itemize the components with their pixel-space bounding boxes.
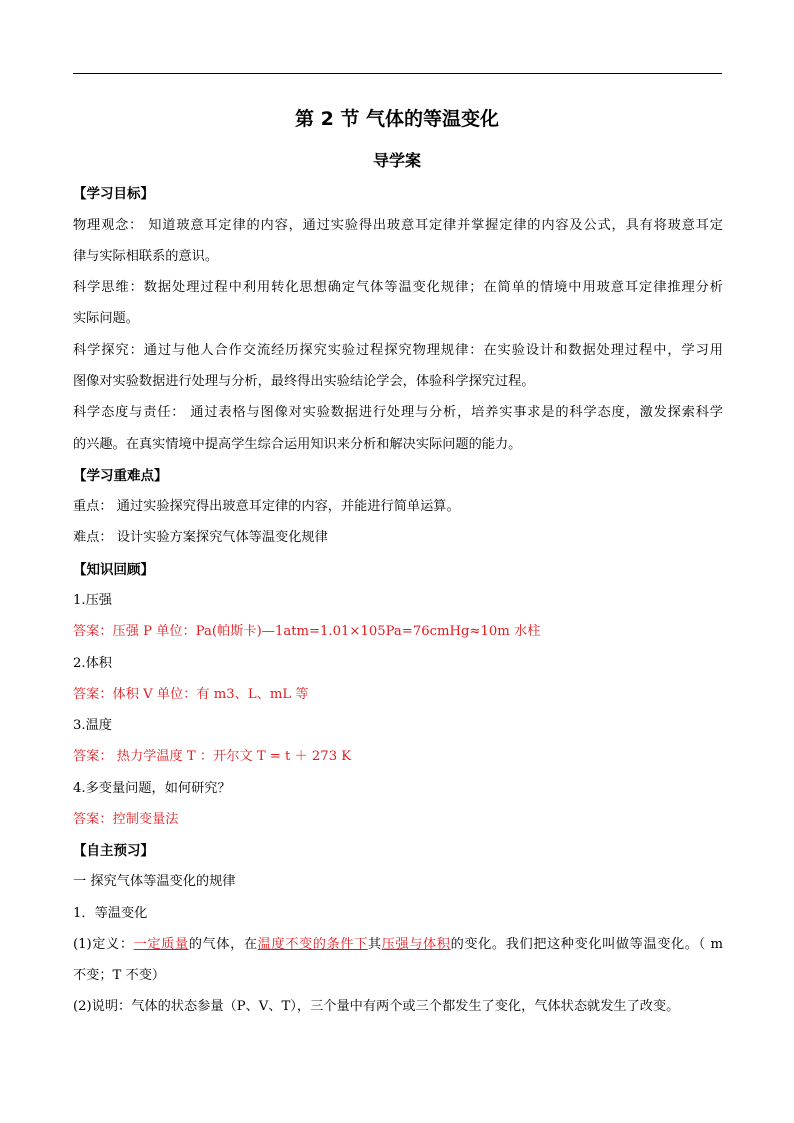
explanation-line: (2)说明：气体的状态参量（P、V、T），三个量中有两个或三个都发生了变化，气体状态就发生了改变。 <box>73 999 680 1014</box>
header-rule <box>73 73 722 74</box>
goal-physics-line1: 物理观念： 知道玻意耳定律的内容，通过实验得出玻意耳定律并掌握定律的内容及公式，具有将玻意耳定 <box>73 218 723 233</box>
goal-thinking-line1: 科学思维：数据处理过程中利用转化思想确定气体等温变化规律；在简单的情境中用玻意耳定律推理分析 <box>73 280 723 295</box>
definition-line2: 不变；T 不变） <box>73 968 166 983</box>
definition-line1 <box>73 936 723 954</box>
page-title: 第 2 节 气体的等温变化 <box>294 108 500 130</box>
definition-mid1: 的气体，在 <box>188 937 258 952</box>
section-heading-preview: 【自主预习】 <box>73 843 154 859</box>
difficult-point: 难点： 设计实验方案探究气体等温变化规律 <box>73 530 328 545</box>
review-question-4: 4.多变量问题，如何研究？ <box>73 781 231 796</box>
review-answer-4: 答案：控制变量法 <box>73 812 179 827</box>
definition-blank-temperature: 温度不变的条件下 <box>257 937 368 952</box>
key-point: 重点： 通过实验探究得出玻意耳定律的内容，并能进行简单运算。 <box>73 499 460 514</box>
review-answer-1: 答案：压强 P 单位：Pa(帕斯卡)—1atm=1.01×105Pa=76cmHg≈10m 水柱 <box>73 624 541 639</box>
definition-suffix: 的变化。我们把这种变化叫做等温变化。（ m <box>450 937 724 952</box>
page-subtitle: 导学案 <box>372 151 421 170</box>
definition-blank-mass: 一定质量 <box>133 937 189 952</box>
definition-blank-pressure-volume: 压强与体积 <box>381 937 451 952</box>
goal-inquiry-line1: 科学探究：通过与他人合作交流经历探究实验过程探究物理规律：在实验设计和数据处理过程中，学习用 <box>73 343 723 358</box>
goal-attitude-line2: 的兴趣。在真实情境中提高学生综合运用知识来分析和解决实际问题的能力。 <box>73 437 522 452</box>
goal-attitude-line1: 科学态度与责任： 通过表格与图像对实验数据进行处理与分析，培养实事求是的科学态度，激发探索科学 <box>73 405 723 420</box>
preview-item-1: 1．等温变化 <box>73 906 148 921</box>
review-answer-3: 答案： 热力学温度 T ：开尔文 T = t ＋ 273 K <box>73 749 352 764</box>
section-heading-review: 【知识回顾】 <box>73 562 154 578</box>
preview-part-1: 一 探究气体等温变化的规律 <box>73 874 236 889</box>
review-answer-2: 答案：体积 V 单位：有 m3、L、mL 等 <box>73 687 309 702</box>
section-heading-keypoints: 【学习重难点】 <box>73 468 168 484</box>
definition-mid2: 其 <box>367 937 382 952</box>
review-question-1: 1.压强 <box>73 593 112 608</box>
review-question-2: 2.体积 <box>73 656 112 671</box>
section-heading-goals: 【学习目标】 <box>73 186 154 202</box>
goal-thinking-line2: 实际问题。 <box>73 311 139 326</box>
goal-inquiry-line2: 图像对实验数据进行处理与分析，最终得出实验结论学会，体验科学探究过程。 <box>73 374 535 389</box>
goal-physics-line2: 律与实际相联系的意识。 <box>73 249 219 264</box>
review-question-3: 3.温度 <box>73 718 112 733</box>
definition-prefix: (1)定义： <box>73 937 134 952</box>
